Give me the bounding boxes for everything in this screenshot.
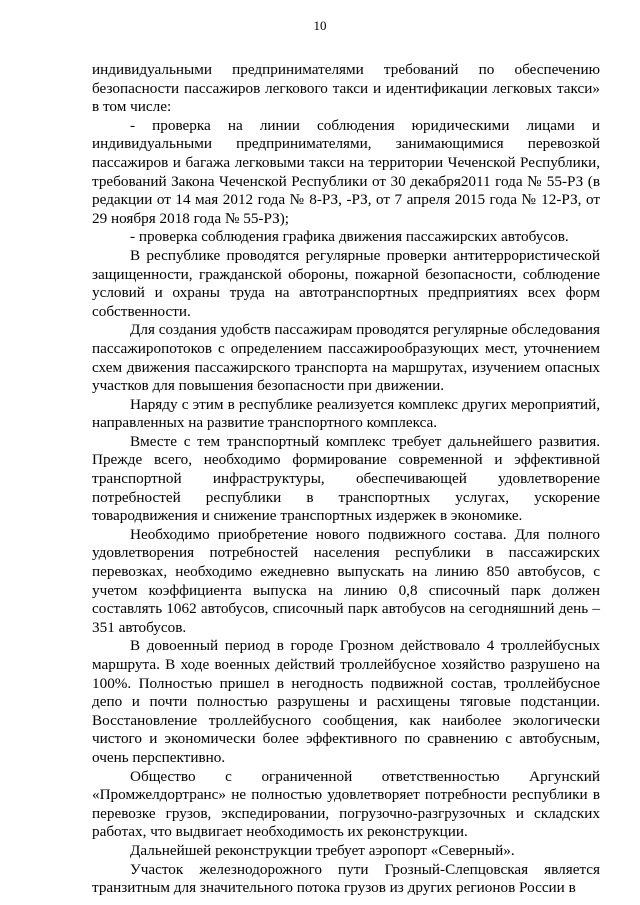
paragraph: индивидуальными предпринимателями требований по обеспечению безопасности пассажиров легкового такси и идентификации легковых такси» в том числе:	[92, 61, 600, 116]
paragraph: Необходимо приобретение нового подвижного состава. Для полного удовлетворения потребностей населения республики в пассажирских перевозках, необходимо ежедневно выпускать на линию 850 автобусов, с учетом коэффициента выпуска на линию 0,8 списочный парк должен составлять 1062 автобусов, списочный парк автобусов на сегодняшний день – 351 автобусов.	[92, 525, 600, 636]
paragraph: Дальнейшей реконструкции требует аэропорт «Северный».	[130, 841, 515, 859]
paragraph: В довоенный период в городе Грозном действовало 4 троллейбусных маршрута. В ходе военных действий троллейбусное хозяйство разрушено на 100%. Полностью пришел в негодность подвижной состав, троллейбусное депо и почти полностью разрушены и расхищены тяговые подстанции. Восстановление троллейбусного сообщения, как наиболее экологически чистого и экономически более эффективного по сравнению с автобусным, очень перспективно.	[92, 637, 600, 766]
paragraph: Участок железнодорожного пути Грозный-Слепцовская является транзитным для значительного потока грузов из других регионов России в	[92, 860, 600, 897]
page-number: 10	[313, 18, 327, 33]
paragraph: В республике проводятся регулярные проверки антитеррористической защищенности, гражданской обороны, пожарной безопасности, соблюдение условий и охраны труда на автотранспортных предприятиях всех форм собственности.	[92, 246, 600, 320]
paragraph: Наряду с этим в республике реализуется комплекс других мероприятий, направленных на развитие транспортного комплекса.	[92, 395, 600, 432]
paragraph: Вместе с тем транспортный комплекс требует дальнейшего развития. Прежде всего, необходимо формирование современной и эффективной транспортной инфраструктуры, обеспечивающей удовлетворение потребностей республики в транспортных услугах, ускорение товародвижения и снижение транспортных издержек в экономике.	[92, 432, 600, 525]
paragraph: Для создания удобств пассажирам проводятся регулярные обследования пассажиропотоков с определением пассажирообразующих мест, уточнением схем движения пассажирского транспорта на маршрутах, изучением опасных участков для повышения безопасности при движении.	[92, 321, 600, 395]
document-body	[92, 61, 600, 898]
paragraph: Общество с ограниченной ответственностью Аргунский «Промжелдортранс» не полностью удовлетворяет потребности республики в перевозке грузов, экспедировании, погрузочно-разгрузочных и складских работах, что выдвигает необходимость их реконструкции.	[92, 767, 600, 841]
paragraph: - проверка соблюдения графика движения пассажирских автобусов.	[130, 228, 569, 246]
paragraph: - проверка на линии соблюдения юридическими лицами и индивидуальными предпринимателями, занимающимися перевозкой пассажиров и багажа легковыми такси на территории Чеченской Республики, требований Закона Чеченской Республики от 30 декабря2011 года № 55-РЗ (в редакции от 14 мая 2012 года № 8-РЗ, -РЗ, от 7 апреля 2015 года № 12-РЗ, от 29 ноября 2018 года № 55-РЗ);	[92, 116, 600, 227]
